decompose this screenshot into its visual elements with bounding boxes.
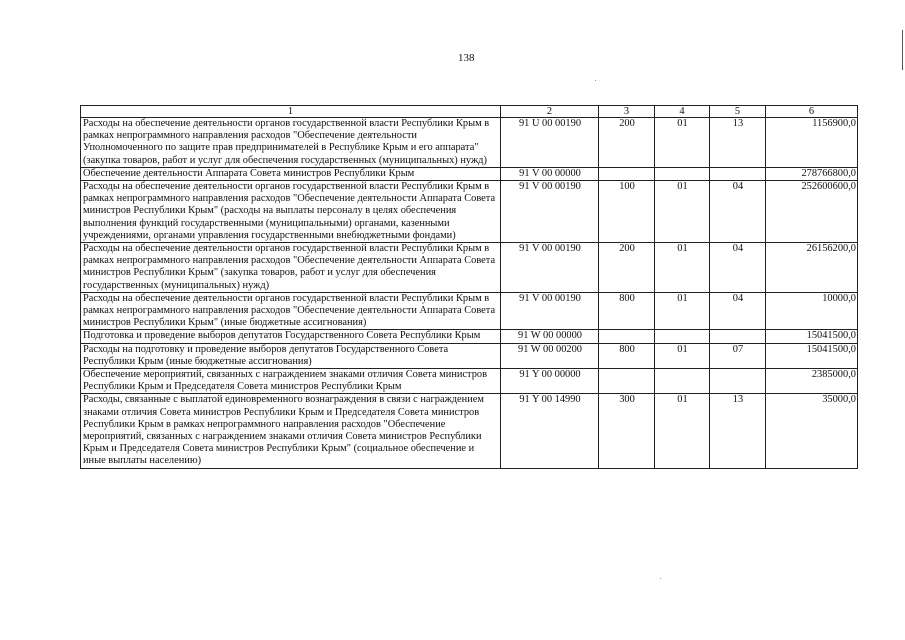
subsection-cell: 04	[710, 292, 766, 330]
expense-name-cell: Обеспечение деятельности Аппарата Совета министров Республики Крым	[81, 167, 501, 180]
subsection-cell: 13	[710, 394, 766, 468]
column-header: 2	[501, 106, 599, 118]
page-number: 138	[458, 52, 475, 64]
subsection-cell: 13	[710, 118, 766, 168]
table-header-row	[81, 106, 858, 118]
table-row	[81, 343, 858, 368]
expense-name-cell: Расходы на обеспечение деятельности органов государственной власти Республики Крым в рамках непрограммного направления расходов "Обеспечение деятельности Аппарата Совета министров Республики Крым" (иные бюджетные ассигнования)	[81, 292, 501, 330]
column-header: 1	[81, 106, 501, 118]
amount-cell: 252600600,0	[766, 181, 858, 243]
expense-type-cell: 200	[599, 118, 655, 168]
section-cell: 01	[655, 394, 710, 468]
amount-cell: 15041500,0	[766, 330, 858, 343]
table-row	[81, 394, 858, 468]
scan-speck	[660, 578, 661, 579]
section-cell: 01	[655, 292, 710, 330]
subsection-cell	[710, 330, 766, 343]
scan-speck	[595, 80, 596, 81]
section-cell	[655, 330, 710, 343]
expense-type-cell: 800	[599, 343, 655, 368]
target-code-cell: 91 V 00 00190	[501, 181, 599, 243]
target-code-cell: 91 V 00 00190	[501, 292, 599, 330]
table-row	[81, 369, 858, 394]
target-code-cell: 91 V 00 00000	[501, 167, 599, 180]
section-cell: 01	[655, 118, 710, 168]
table-row	[81, 167, 858, 180]
expense-type-cell: 100	[599, 181, 655, 243]
scan-edge-line	[902, 30, 903, 70]
amount-cell: 35000,0	[766, 394, 858, 468]
amount-cell: 10000,0	[766, 292, 858, 330]
column-header: 3	[599, 106, 655, 118]
expense-name-cell: Расходы на обеспечение деятельности органов государственной власти Республики Крым в рамках непрограммного направления расходов "Обеспечение деятельности Аппарата Совета министров Республики Крым" (закупка товаров, работ и услуг для обеспечения государственных (муниципальных) нужд)	[81, 243, 501, 293]
column-header: 5	[710, 106, 766, 118]
target-code-cell: 91 W 00 00200	[501, 343, 599, 368]
amount-cell: 278766800,0	[766, 167, 858, 180]
section-cell: 01	[655, 181, 710, 243]
amount-cell: 26156200,0	[766, 243, 858, 293]
section-cell: 01	[655, 343, 710, 368]
section-cell	[655, 369, 710, 394]
expense-type-cell	[599, 167, 655, 180]
table-row	[81, 243, 858, 293]
expense-type-cell	[599, 369, 655, 394]
target-code-cell: 91 U 00 00190	[501, 118, 599, 168]
expense-name-cell: Расходы на обеспечение деятельности органов государственной власти Республики Крым в рамках непрограммного направления расходов "Обеспечение деятельности Аппарата Совета министров Республики Крым" (расходы на выплаты персоналу в целях обеспечения выполнения функций государственными (муниципальными) органами, казенными учреждениями, органами управления государственными внебюджетными фондами)	[81, 181, 501, 243]
expense-name-cell: Обеспечение мероприятий, связанных с награждением знаками отличия Совета министров Республики Крым и Председателя Совета министров Республики Крым	[81, 369, 501, 394]
subsection-cell: 07	[710, 343, 766, 368]
subsection-cell	[710, 167, 766, 180]
section-cell: 01	[655, 243, 710, 293]
section-cell	[655, 167, 710, 180]
expense-type-cell: 200	[599, 243, 655, 293]
subsection-cell: 04	[710, 243, 766, 293]
column-header: 6	[766, 106, 858, 118]
expense-type-cell: 300	[599, 394, 655, 468]
table-row	[81, 292, 858, 330]
target-code-cell: 91 W 00 00000	[501, 330, 599, 343]
expense-name-cell: Расходы на обеспечение деятельности органов государственной власти Республики Крым в рамках непрограммного направления расходов "Обеспечение деятельности Уполномоченного по защите прав предпринимателей в Республике Крым и его аппарата" (закупка товаров, работ и услуг для обеспечения государственных (муниципальных) нужд)	[81, 118, 501, 168]
target-code-cell: 91 Y 00 00000	[501, 369, 599, 394]
amount-cell: 15041500,0	[766, 343, 858, 368]
target-code-cell: 91 Y 00 14990	[501, 394, 599, 468]
expense-type-cell	[599, 330, 655, 343]
subsection-cell: 04	[710, 181, 766, 243]
expense-name-cell: Расходы, связанные с выплатой единовременного вознаграждения в связи с награждением знаками отличия Совета министров Республики Крым и Председателя Совета министров Республики Крым в рамках непрограммного направления расходов "Обеспечение мероприятий, связанных с награждением знаками отличия Совета министров Республики Крым и Председателя Совета министров Республики Крым" (социальное обеспечение и иные выплаты населению)	[81, 394, 501, 468]
table-row	[81, 330, 858, 343]
column-header: 4	[655, 106, 710, 118]
table-row	[81, 118, 858, 168]
expense-type-cell: 800	[599, 292, 655, 330]
target-code-cell: 91 V 00 00190	[501, 243, 599, 293]
amount-cell: 1156900,0	[766, 118, 858, 168]
subsection-cell	[710, 369, 766, 394]
expense-name-cell: Расходы на подготовку и проведение выборов депутатов Государственного Совета Республики Крым (иные бюджетные ассигнования)	[81, 343, 501, 368]
budget-table	[80, 105, 858, 469]
table-row	[81, 181, 858, 243]
expense-name-cell: Подготовка и проведение выборов депутатов Государственного Совета Республики Крым	[81, 330, 501, 343]
amount-cell: 2385000,0	[766, 369, 858, 394]
